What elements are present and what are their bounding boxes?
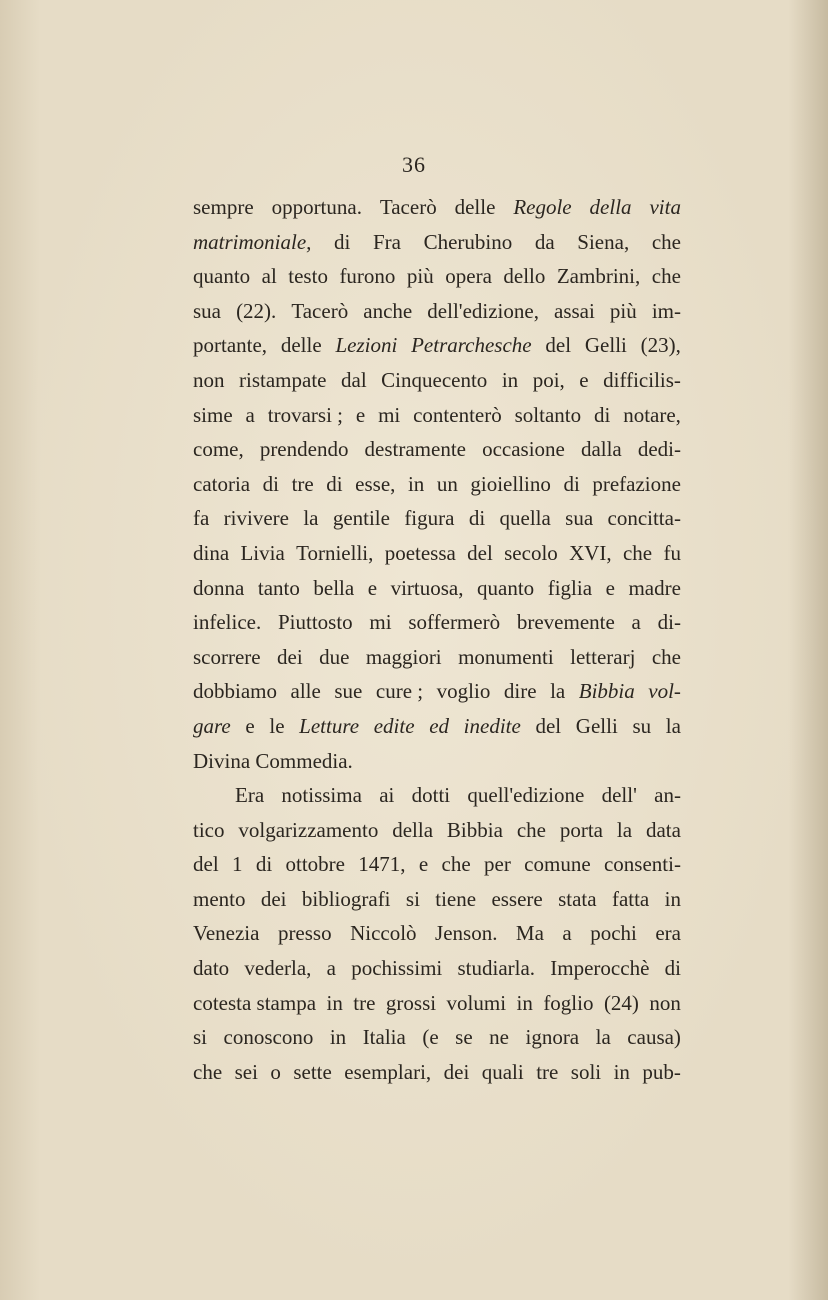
text-line: [193, 916, 681, 951]
word: gare: [193, 713, 231, 738]
text-line: [193, 986, 681, 1021]
word: per: [484, 852, 511, 877]
word: Imperocchè: [550, 956, 650, 981]
word: dello: [503, 264, 546, 289]
word: poetessa: [384, 540, 456, 565]
word: esemplari,: [344, 1059, 432, 1084]
text-line: [193, 709, 681, 744]
word: dalla: [580, 437, 622, 462]
word: testo: [288, 264, 328, 289]
word: Lezioni: [335, 333, 398, 358]
word: quell'edizione: [467, 783, 585, 808]
word: due: [319, 644, 350, 669]
word: bella: [313, 575, 355, 600]
word: soli: [570, 1059, 602, 1084]
word: si: [405, 886, 420, 911]
text-line: [193, 744, 681, 779]
word: ottobre: [285, 852, 345, 877]
word: sette: [293, 1059, 332, 1084]
word: le: [269, 713, 285, 738]
word: fa: [193, 506, 210, 531]
word: tre: [536, 1059, 559, 1084]
word: Petrarchesche: [411, 333, 532, 358]
word: (24): [603, 990, 639, 1015]
word: im-: [651, 298, 681, 323]
word: porta: [559, 817, 604, 842]
word: causa): [627, 1025, 681, 1050]
word: (23),: [640, 333, 681, 358]
word: Divina Commedia.: [193, 748, 353, 773]
word: dell': [601, 783, 637, 808]
word: di: [262, 471, 280, 496]
word: dei: [443, 1059, 470, 1084]
word: conoscono: [223, 1025, 314, 1050]
word: che: [651, 229, 681, 254]
word: la: [303, 506, 319, 531]
word: del: [535, 713, 562, 738]
word: foglio: [543, 990, 594, 1015]
word: e: [605, 575, 615, 600]
word: Era: [235, 783, 265, 808]
word: un: [436, 471, 458, 496]
word: fatta: [611, 886, 650, 911]
word: 1: [231, 852, 243, 877]
word: pochissimi: [351, 956, 443, 981]
word: e: [418, 852, 429, 877]
word: opportuna.: [271, 195, 362, 219]
word: quella: [499, 506, 551, 531]
word: dedi-: [637, 437, 681, 462]
word: si: [193, 1025, 208, 1050]
word: ai: [379, 783, 395, 808]
word: non: [649, 990, 681, 1015]
word: che: [651, 264, 681, 289]
word: pub-: [642, 1059, 681, 1084]
word: trovarsi ;: [267, 402, 343, 427]
word: contenterò: [413, 402, 502, 427]
word: e: [367, 575, 378, 600]
word: gentile: [332, 506, 390, 531]
word: ed: [429, 713, 450, 738]
word: bibliografi: [301, 886, 391, 911]
word: notissima: [281, 783, 362, 808]
text-line: [193, 1020, 681, 1055]
word: Cinquecento: [381, 367, 488, 392]
word: in: [407, 471, 425, 496]
word: difficilis-: [603, 367, 681, 392]
word: o: [270, 1059, 281, 1084]
word: Italia: [362, 1025, 406, 1050]
word: anche: [363, 298, 413, 323]
word: dotti: [411, 783, 451, 808]
text-line: [193, 778, 681, 813]
word: della: [392, 817, 434, 842]
text-line: [193, 847, 681, 882]
word: ne: [489, 1025, 509, 1050]
word: sua: [565, 506, 594, 531]
word: era: [655, 921, 681, 946]
word: Niccolò: [350, 921, 417, 946]
word: volumi: [446, 990, 507, 1015]
word: di: [563, 471, 580, 496]
word: presso: [277, 921, 332, 946]
word: secolo: [504, 540, 558, 565]
word: Gelli: [575, 713, 618, 738]
word: Bibbia: [578, 679, 635, 704]
word: cure ;: [375, 679, 424, 704]
word: donna: [193, 575, 245, 600]
word: consenti-: [603, 852, 681, 877]
word: 1471,: [358, 852, 406, 877]
word: la: [550, 679, 566, 704]
word: comune: [524, 852, 591, 877]
word: ignora: [525, 1025, 580, 1050]
word: Livia: [240, 540, 285, 565]
word: su: [632, 713, 652, 738]
word: del: [545, 333, 572, 358]
word: dina: [193, 540, 230, 565]
word: Regole: [513, 195, 572, 219]
text-line: [193, 813, 681, 848]
word: come,: [193, 437, 244, 462]
word: a: [326, 956, 336, 981]
word: sime: [193, 402, 233, 427]
word: quali: [481, 1059, 524, 1084]
text-line: [193, 571, 681, 606]
body-text: [193, 190, 681, 1089]
word: opera: [445, 264, 492, 289]
word: a: [631, 610, 641, 635]
word: non: [193, 367, 225, 392]
text-line: [193, 190, 681, 225]
word: essere: [491, 886, 543, 911]
word: delle: [280, 333, 322, 358]
word: Jenson.: [435, 921, 498, 946]
word: di: [593, 402, 611, 427]
word: portante,: [193, 333, 268, 358]
text-line: [193, 467, 681, 502]
word: volgarizzamento: [238, 817, 379, 842]
word: matrimoniale,: [193, 229, 312, 254]
word: tre: [353, 990, 376, 1015]
word: notare,: [623, 402, 681, 427]
text-line: [193, 225, 681, 260]
text-line: [193, 259, 681, 294]
word: Ma: [515, 921, 544, 946]
word: dato: [193, 956, 230, 981]
word: inedite: [463, 713, 521, 738]
word: sua: [193, 298, 221, 323]
page-number: 36: [402, 152, 426, 177]
word: Tornielli,: [296, 540, 374, 565]
word: in: [613, 1059, 630, 1084]
word: in: [326, 990, 343, 1015]
word: poi,: [532, 367, 565, 392]
word: di: [664, 956, 681, 981]
word: tico: [193, 817, 225, 842]
word: virtuosa,: [390, 575, 464, 600]
word: e: [245, 713, 255, 738]
word: Siena,: [577, 229, 630, 254]
word: sue: [334, 679, 363, 704]
word: Zambrini,: [556, 264, 641, 289]
word: figlia: [547, 575, 593, 600]
word: studiarla.: [457, 956, 536, 981]
word: mi: [378, 402, 401, 427]
word: la: [595, 1025, 611, 1050]
word: (22).: [236, 298, 277, 323]
word: monumenti: [458, 644, 554, 669]
word: dire: [503, 679, 537, 704]
word: Fra: [372, 229, 401, 254]
word: delle: [454, 195, 496, 219]
word: vita: [649, 195, 681, 219]
word: quanto: [193, 264, 251, 289]
word: Cherubino: [423, 229, 513, 254]
word: infelice.: [193, 610, 262, 635]
word: di-: [657, 610, 681, 635]
word: stata: [558, 886, 597, 911]
word: del: [467, 540, 493, 565]
word: che: [193, 1059, 223, 1084]
word: edite: [373, 713, 415, 738]
word: e: [355, 402, 366, 427]
word: voglio: [436, 679, 491, 704]
word: Bibbia: [446, 817, 503, 842]
word: figura: [404, 506, 455, 531]
word: di: [468, 506, 486, 531]
word: Venezia: [193, 921, 260, 946]
word: mi: [369, 610, 392, 635]
word: che: [622, 540, 653, 565]
word: a: [245, 402, 255, 427]
text-line: [193, 1055, 681, 1090]
word: maggiori: [365, 644, 442, 669]
text-line: [193, 536, 681, 571]
word: tre: [291, 471, 314, 496]
word: Piuttosto: [277, 610, 353, 635]
word: dei: [277, 644, 303, 669]
word: dell'edizione,: [427, 298, 539, 323]
word: in: [664, 886, 681, 911]
text-line: [193, 605, 681, 640]
text-line: [193, 501, 681, 536]
text-line: [193, 432, 681, 467]
word: se: [455, 1025, 473, 1050]
text-line: [193, 363, 681, 398]
word: grossi: [385, 990, 437, 1015]
word: di: [334, 229, 351, 254]
word: la: [665, 713, 681, 738]
word: catoria: [193, 471, 251, 496]
text-line: [193, 398, 681, 433]
word: soffermerò: [408, 610, 501, 635]
word: gioiellino: [470, 471, 551, 496]
word: di: [326, 471, 343, 496]
word: brevemente: [516, 610, 615, 635]
word: concitta-: [607, 506, 681, 531]
word: del: [193, 852, 219, 877]
text-line: [193, 328, 681, 363]
word: Tacerò: [291, 298, 349, 323]
word: destramente: [364, 437, 466, 462]
word: sempre: [193, 195, 254, 219]
word: tanto: [257, 575, 300, 600]
word: al: [261, 264, 277, 289]
text-line: [193, 674, 681, 709]
word: scorrere: [193, 644, 261, 669]
word: an-: [654, 783, 681, 808]
word: (e: [422, 1025, 439, 1050]
word: tiene: [435, 886, 477, 911]
word: dobbiamo: [193, 679, 277, 704]
word: a: [562, 921, 572, 946]
word: Tacerò: [379, 195, 437, 219]
word: soltanto: [514, 402, 582, 427]
word: letterarj: [570, 644, 636, 669]
text-line: [193, 294, 681, 329]
word: da: [534, 229, 555, 254]
word: dei: [260, 886, 287, 911]
word: prefazione: [592, 471, 681, 496]
word: che: [516, 817, 546, 842]
word: ristampate: [239, 367, 327, 392]
word: rivivere: [223, 506, 289, 531]
word: più: [406, 264, 434, 289]
word: più: [609, 298, 637, 323]
word: vol-: [648, 679, 681, 704]
word: sei: [234, 1059, 258, 1084]
word: Letture: [299, 713, 360, 738]
word: fu: [663, 540, 681, 565]
word: pochi: [590, 921, 637, 946]
text-line: [193, 882, 681, 917]
word: e: [579, 367, 589, 392]
text-line: [193, 951, 681, 986]
text-line: [193, 640, 681, 675]
word: alle: [290, 679, 321, 704]
word: dal: [341, 367, 367, 392]
word: mento: [193, 886, 246, 911]
word: che: [441, 852, 471, 877]
word: della: [589, 195, 632, 219]
word: Gelli: [584, 333, 627, 358]
word: esse,: [355, 471, 396, 496]
word: di: [255, 852, 273, 877]
word: XVI,: [569, 540, 612, 565]
word: la: [616, 817, 633, 842]
word: assai: [554, 298, 595, 323]
word: prendendo: [259, 437, 349, 462]
word: quanto: [477, 575, 535, 600]
word: occasione: [482, 437, 565, 462]
word: madre: [628, 575, 681, 600]
word: in: [329, 1025, 347, 1050]
word: in: [516, 990, 533, 1015]
word: furono: [339, 264, 396, 289]
word: cotesta stampa: [193, 990, 317, 1015]
word: vederla,: [244, 956, 312, 981]
word: data: [645, 817, 681, 842]
word: in: [501, 367, 519, 392]
word: che: [651, 644, 681, 669]
